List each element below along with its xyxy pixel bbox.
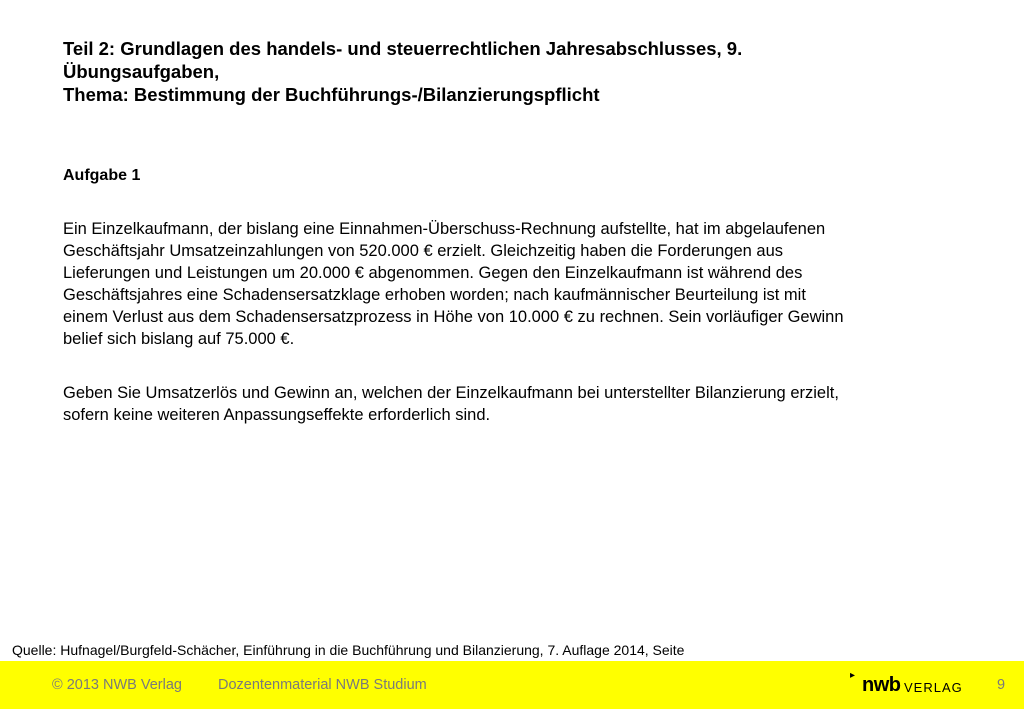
text-line: Geschäftsjahres eine Schadensersatzklage erhoben worden; nach kaufmännischer Beurteilung ist mit — [63, 286, 806, 304]
slide-title-line: Übungsaufgaben, — [63, 61, 220, 82]
task-heading: Aufgabe 1 — [63, 167, 141, 184]
task-question — [63, 382, 963, 426]
logo-arrow-icon: ▸ — [850, 670, 856, 681]
text-line: belief sich bislang auf 75.000 €. — [63, 330, 295, 348]
slide-title-line: Teil 2: Grundlagen des handels- und steuerrechtlichen Jahresabschlusses, 9. — [63, 38, 743, 59]
text-line: Geschäftsjahr Umsatzeinzahlungen von 520.000 € erzielt. Gleichzeitig haben die Forderungen aus — [63, 242, 784, 260]
text-line: sofern keine weiteren Anpassungseffekte erforderlich sind. — [63, 406, 491, 424]
slide-title-line: Thema: Bestimmung der Buchführungs-/Bilanzierungspflicht — [63, 84, 600, 105]
text-line: Geben Sie Umsatzerlös und Gewinn an, welchen der Einzelkaufmann bei unterstellter Bilanzierung erzielt, — [63, 384, 839, 402]
nwb-verlag-logo — [850, 668, 963, 702]
task-description — [63, 218, 963, 350]
logo-nwb-text: nwb — [862, 674, 901, 696]
footer-course: Dozentenmaterial NWB Studium — [218, 677, 427, 693]
slide-title — [63, 37, 963, 106]
footer-copyright: © 2013 NWB Verlag — [52, 677, 182, 693]
source-line: Quelle: Hufnagel/Burgfeld-Schächer, Einführung in die Buchführung und Bilanzierung, 7. Auflage 2014, Seite — [12, 642, 685, 658]
page-number: 9 — [997, 677, 1006, 693]
text-line: einem Verlust aus dem Schadensersatzprozess in Höhe von 10.000 € zu rechnen. Sein vorläufiger Gewinn — [63, 308, 844, 326]
text-line: Ein Einzelkaufmann, der bislang eine Einnahmen-Überschuss-Rechnung aufstellte, hat im abgelaufenen — [63, 220, 826, 238]
text-line: Lieferungen und Leistungen um 20.000 € abgenommen. Gegen den Einzelkaufmann ist während des — [63, 264, 803, 282]
logo-verlag-text: VERLAG — [904, 680, 963, 695]
